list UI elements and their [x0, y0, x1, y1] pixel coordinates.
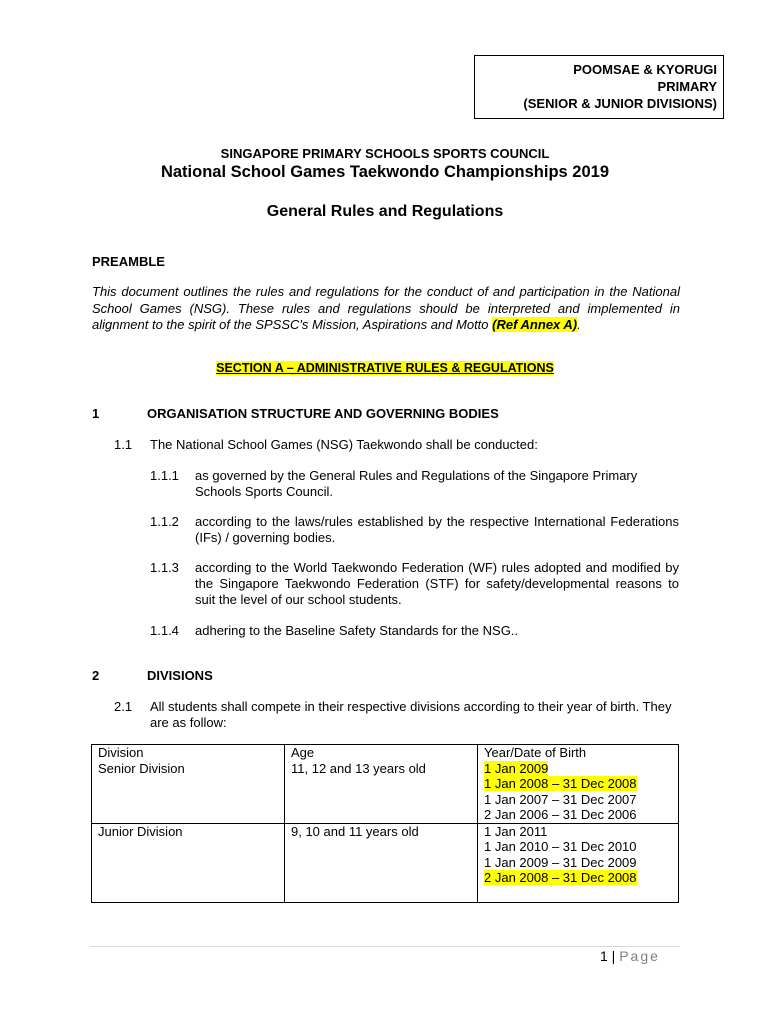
- preamble-end: .: [577, 317, 581, 332]
- clause-1-1-3-text: according to the World Taekwondo Federation (WF) rules adopted and modified by the Singapore Taekwondo Federation (STF) for safety/developmental reasons to suit the level of our school students.: [195, 560, 679, 607]
- section-1-number: 1: [92, 406, 100, 421]
- header-birth: Year/Date of Birth: [478, 745, 679, 761]
- junior-date-3: 1 Jan 2009 – 31 Dec 2009: [484, 854, 637, 870]
- senior-date-4: 2 Jan 2006 – 31 Dec 2006: [484, 807, 637, 822]
- document-title: National School Games Taekwondo Championships 2019: [160, 163, 610, 181]
- table-header-row: [92, 745, 679, 761]
- clause-2-1-text: All students shall compete in their respective divisions according to their year of birth. They are as follow:: [150, 699, 672, 730]
- table-row-senior: [92, 761, 679, 824]
- annex-reference: (Ref Annex A): [492, 317, 578, 332]
- senior-age: 11, 12 and 13 years old: [285, 761, 478, 824]
- clause-1-1-number: 1.1: [114, 437, 133, 452]
- page-separator: |: [607, 948, 620, 964]
- junior-date-2: 1 Jan 2010 – 31 Dec 2010: [484, 839, 637, 854]
- page-footer: [600, 948, 660, 964]
- header-division: Division: [92, 745, 285, 761]
- document-subtitle: General Rules and Regulations: [266, 203, 504, 220]
- preamble-heading: PREAMBLE: [92, 254, 165, 269]
- division-header-box: [474, 55, 724, 119]
- footer-divider: [90, 946, 680, 947]
- header-age: Age: [285, 745, 478, 761]
- senior-division: Senior Division: [92, 761, 285, 824]
- clause-1-1-3-number: 1.1.3: [150, 560, 179, 575]
- preamble-text: [92, 284, 680, 334]
- divisions-table: [91, 744, 679, 903]
- header-box-line-1: POOMSAE & KYORUGI: [573, 62, 717, 77]
- senior-date-2: 1 Jan 2008 – 31 Dec 2008: [484, 776, 637, 791]
- clause-1-1-2-text: according to the laws/rules established by the respective International Federations (IFs) / governing bodies.: [195, 514, 679, 545]
- page-label: Page: [619, 948, 660, 964]
- section-a-label: SECTION A – ADMINISTRATIVE RULES & REGULATIONS: [216, 361, 554, 375]
- council-name: SINGAPORE PRIMARY SCHOOLS SPORTS COUNCIL: [220, 146, 550, 161]
- senior-date-1: 1 Jan 2009: [484, 760, 549, 776]
- clause-2-1-number: 2.1: [114, 699, 133, 714]
- junior-date-4: 2 Jan 2008 – 31 Dec 2008: [484, 870, 637, 885]
- section-2-number: 2: [92, 668, 100, 683]
- clause-1-1-1-text: as governed by the General Rules and Regulations of the Singapore Primary Schools Sports Council.: [195, 468, 638, 499]
- table-row-junior: [92, 823, 679, 902]
- clause-1-1-4-number: 1.1.4: [150, 623, 179, 638]
- section-2-title: DIVISIONS: [147, 668, 213, 683]
- senior-date-3: 1 Jan 2007 – 31 Dec 2007: [484, 791, 637, 807]
- clause-1-1-text: The National School Games (NSG) Taekwondo shall be conducted:: [150, 437, 538, 452]
- header-box-line-3: (SENIOR & JUNIOR DIVISIONS): [523, 96, 717, 111]
- clause-1-1-2-number: 1.1.2: [150, 514, 179, 529]
- section-a-heading: [0, 361, 770, 375]
- senior-dates: [478, 761, 679, 824]
- junior-division: Junior Division: [92, 823, 285, 902]
- junior-date-1: 1 Jan 2011: [484, 823, 548, 839]
- clause-1-1-1-number: 1.1.1: [150, 468, 179, 483]
- junior-age: 9, 10 and 11 years old: [285, 823, 478, 902]
- header-box-line-2: PRIMARY: [657, 79, 717, 94]
- junior-dates: [478, 823, 679, 902]
- page-number: 1: [600, 948, 608, 964]
- section-1-title: ORGANISATION STRUCTURE AND GOVERNING BODIES: [147, 406, 499, 421]
- preamble-body: This document outlines the rules and regulations for the conduct of and participation in the National School Games (NSG). These rules and regulations should be interpreted and implemented in alignment to the spirit of the SPSSC's Mission, Aspirations and Motto: [92, 284, 680, 332]
- clause-1-1-4-text: adhering to the Baseline Safety Standards for the NSG..: [195, 623, 519, 638]
